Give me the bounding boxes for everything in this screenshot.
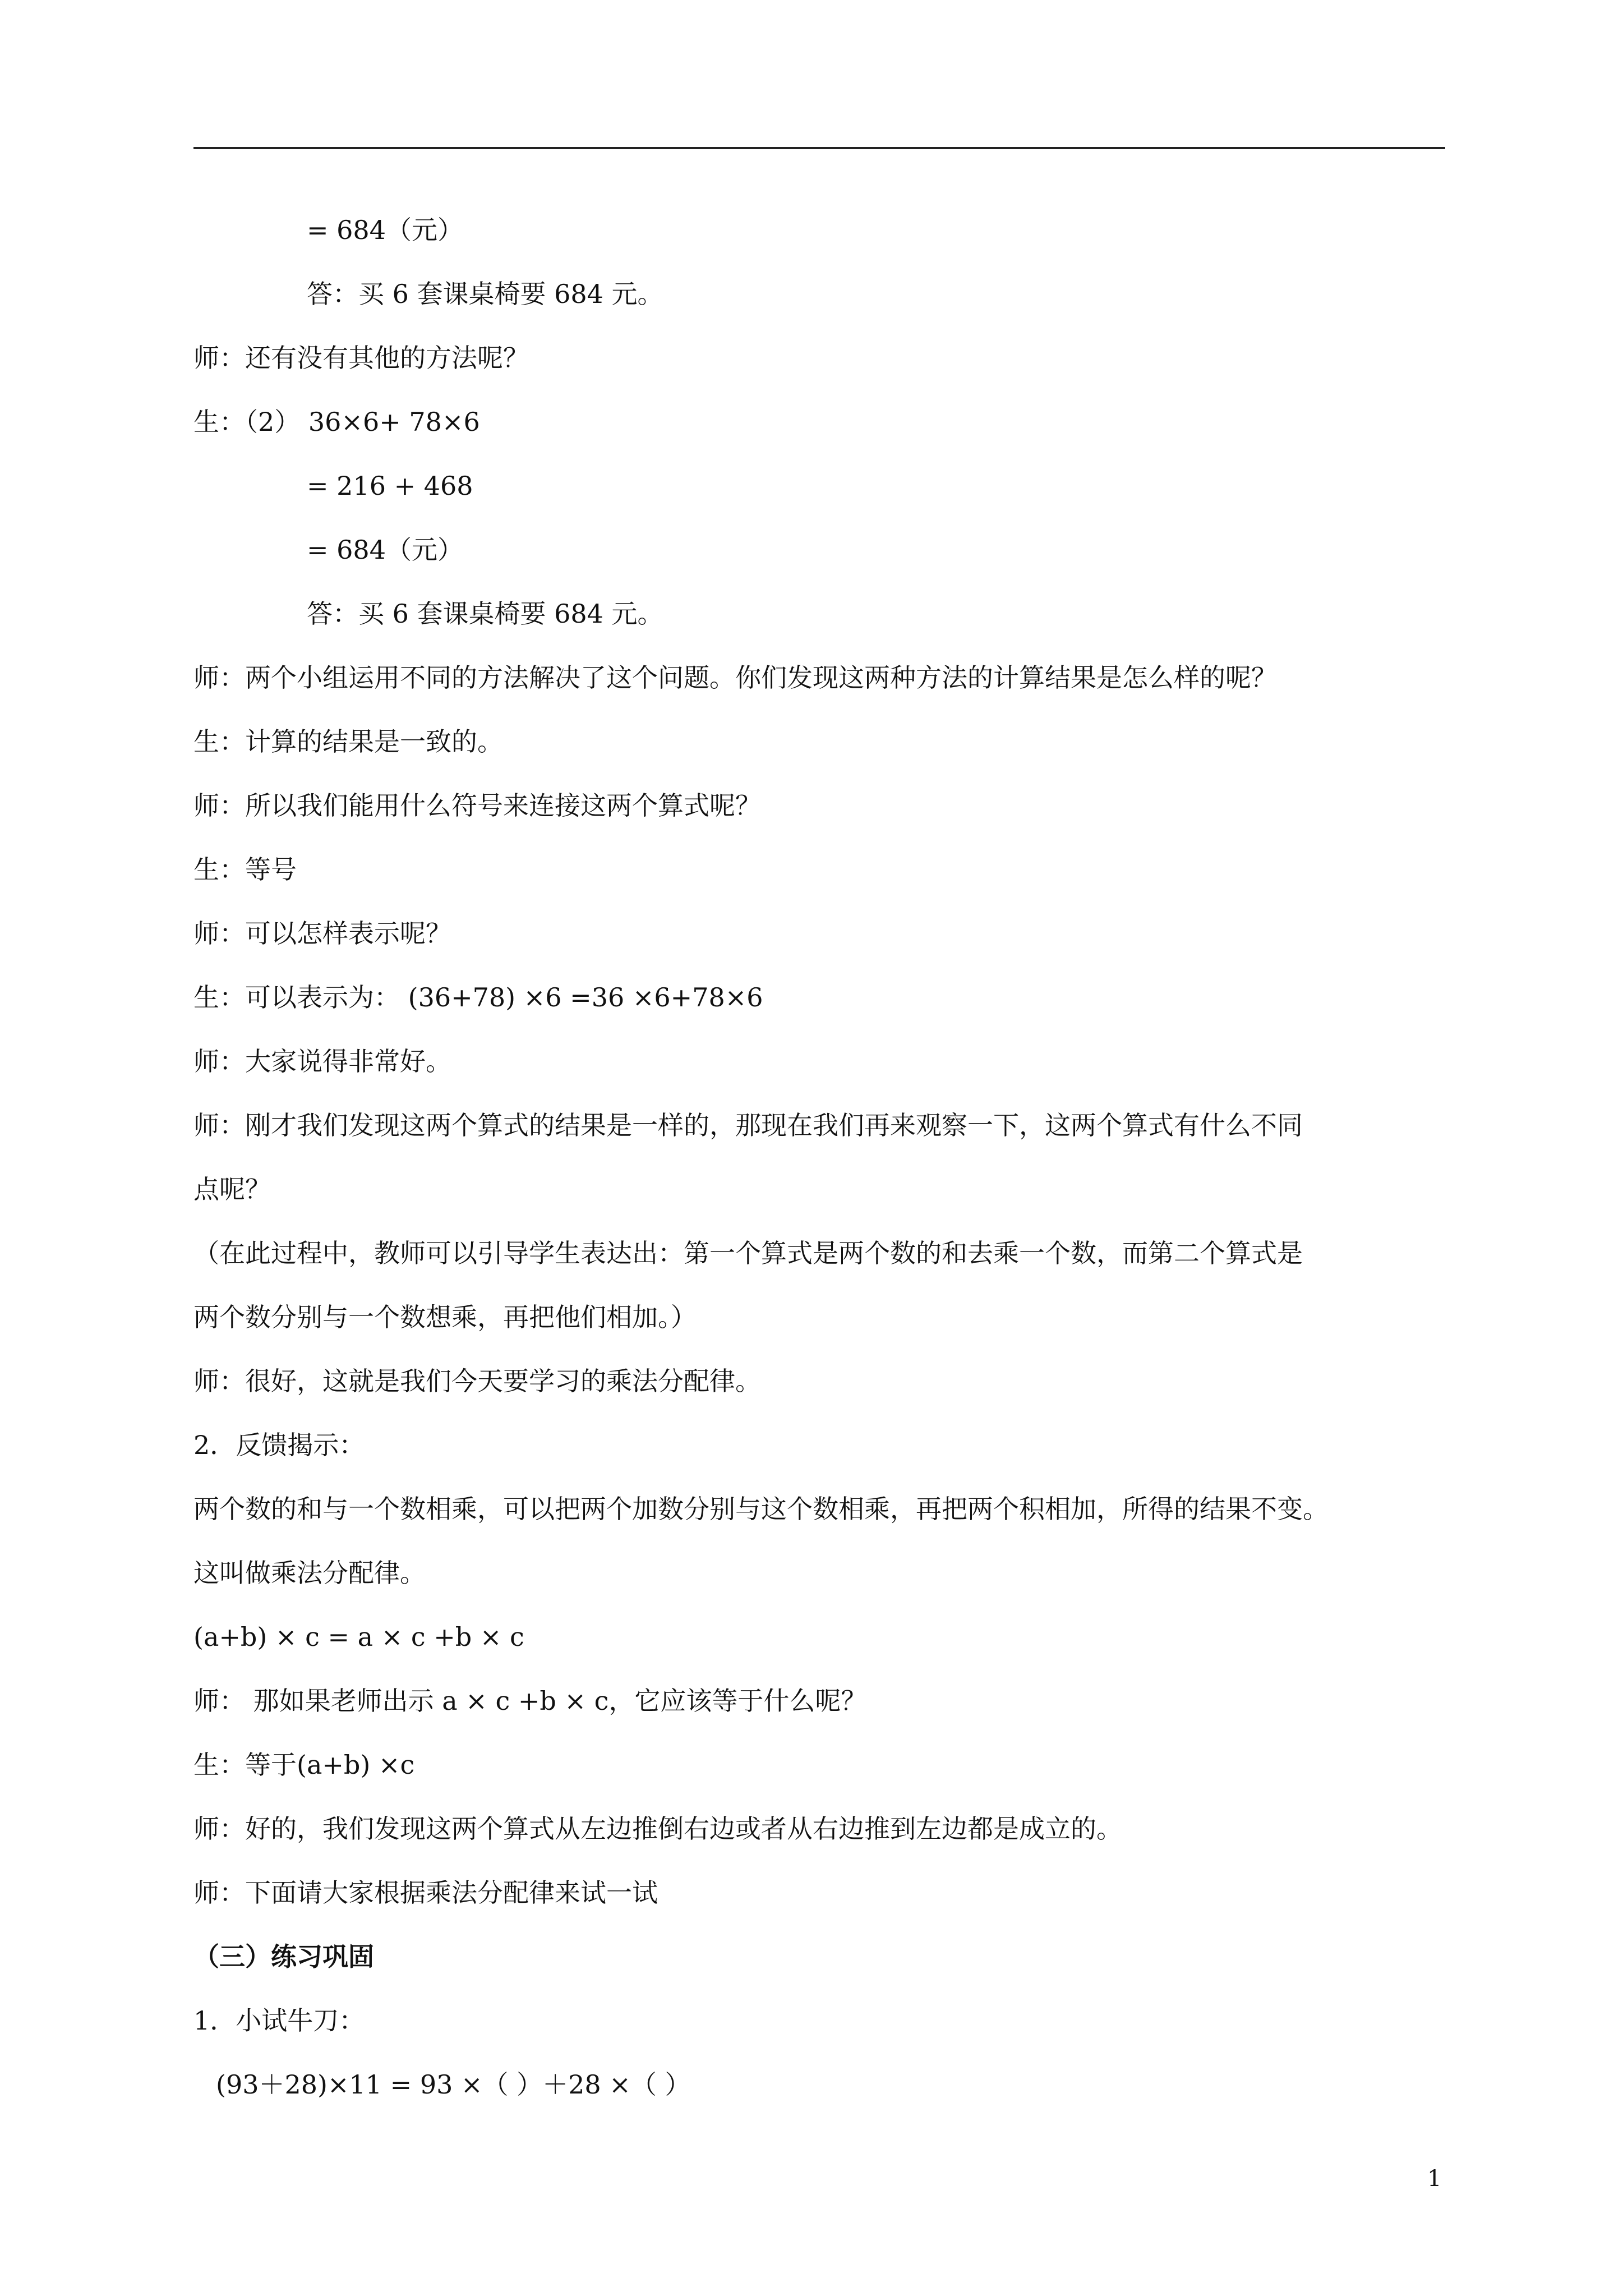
text-line: = 216 + 468 xyxy=(307,471,473,501)
page-number: 1 xyxy=(1427,2166,1442,2192)
text-line: 2．反馈揭示： xyxy=(193,1430,365,1460)
text-line: 师：还有没有其他的方法呢？ xyxy=(193,343,529,373)
text-line: （在此过程中，教师可以引导学生表达出：第一个算式是两个数的和去乘一个数，而第二个算式是 xyxy=(193,1238,1303,1268)
text-line: 生：计算的结果是一致的。 xyxy=(193,726,503,757)
text-line: 生：可以表示为： (36+78) ×6 =36 ×6+78×6 xyxy=(193,982,763,1013)
text-line: 两个数分别与一个数想乘，再把他们相加。） xyxy=(193,1302,697,1332)
header-rule xyxy=(193,147,1445,149)
text-line: 师：刚才我们发现这两个算式的结果是一样的，那现在我们再来观察一下，这两个算式有什么不同 xyxy=(193,1110,1303,1140)
text-line: 生：等于(a+b) ×c xyxy=(193,1750,415,1780)
text-line: 答：买 6 套课桌椅要 684 元。 xyxy=(307,599,663,629)
formula-line: (a+b) × c = a × c +b × c xyxy=(193,1622,524,1652)
text-line: 两个数的和与一个数相乘，可以把两个加数分别与这个数相乘，再把两个积相加，所得的结果不变。 xyxy=(193,1494,1329,1524)
text-line: = 684（元） xyxy=(307,535,463,565)
section-heading: （三）练习巩固 xyxy=(193,1941,374,1972)
text-line: 师：两个小组运用不同的方法解决了这个问题。你们发现这两种方法的计算结果是怎么样的呢？ xyxy=(193,662,1277,693)
text-line: 生：等号 xyxy=(193,854,297,885)
text-line: 这叫做乘法分配律。 xyxy=(193,1558,426,1588)
text-line: = 684（元） xyxy=(307,215,463,245)
text-line: 师：好的，我们发现这两个算式从左边推倒右边或者从右边推到左边都是成立的。 xyxy=(193,1814,1122,1844)
text-line: 答：买 6 套课桌椅要 684 元。 xyxy=(307,279,663,309)
text-line: 师：大家说得非常好。 xyxy=(193,1046,451,1076)
exercise-formula: (93＋28)×11 = 93 ×（ ）＋28 ×（ ） xyxy=(216,2069,691,2100)
text-line: 1．小试牛刀： xyxy=(193,2005,365,2036)
text-line: 师： 那如果老师出示 a × c +b × c，它应该等于什么呢？ xyxy=(193,1686,867,1716)
text-line: 点呢？ xyxy=(193,1174,271,1204)
text-line: 师：可以怎样表示呢？ xyxy=(193,918,451,949)
text-line: 师：所以我们能用什么符号来连接这两个算式呢？ xyxy=(193,790,761,821)
text-line: 师：下面请大家根据乘法分配律来试一试 xyxy=(193,1878,658,1908)
text-line: 生：（2） 36×6+ 78×6 xyxy=(193,407,480,437)
text-line: 师：很好，这就是我们今天要学习的乘法分配律。 xyxy=(193,1366,761,1396)
